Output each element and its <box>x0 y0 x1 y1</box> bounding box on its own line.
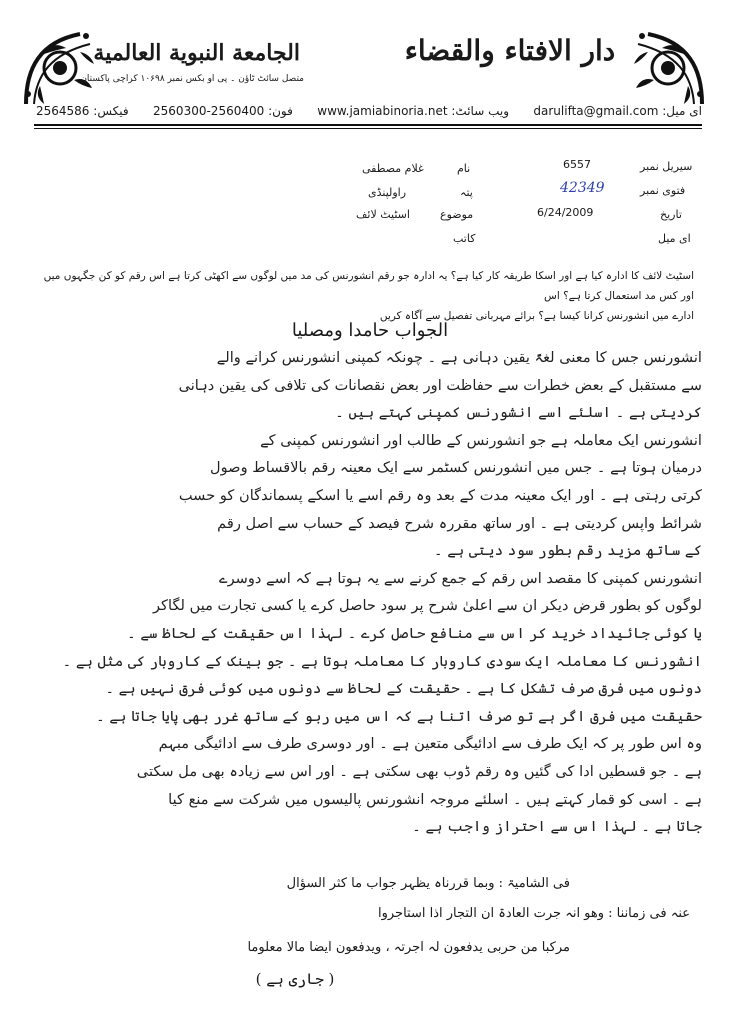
letterhead-contact-line <box>36 104 702 118</box>
name-label: نام <box>457 162 471 175</box>
answer-line: انشورنس کا معاملہ ایک سودی کاروبار کا معاملہ ہوتا ہے ۔ جو بینک کے کاروبار کی مثل ہے ۔ <box>62 652 702 670</box>
answer-line: ہے ۔ اسی کو قمار کہتے ہیں ۔ اسلئے مروجہ انشورنس پالیسوں میں شرکت سے منع کیا <box>168 790 702 808</box>
answer-line: کردیتی ہے ۔ اسلئے اسے انشورنس کمپنی کہتے ہیں ۔ <box>335 404 702 422</box>
subject-label: موضوع <box>440 208 474 221</box>
subject-value: اسٹیٹ لائف <box>356 208 410 221</box>
answer-line: دونوں میں فرق صرف تشکل کا ہے ۔ حقیقت کے لحاظ سے دونوں میں کوئی فرق نہیں ہے ۔ <box>105 680 702 698</box>
answer-line: انشورنس کمپنی کا مقصد اس رقم کے جمع کرنے سے یہ ہوتا ہے کہ اسے دوسرے <box>219 569 702 587</box>
answer-line: شرائط واپس کردیتی ہے ۔ اور ساتھ مقررہ شرح فیصد کے حساب سے اصل رقم <box>217 514 702 532</box>
fax-label: فیکس: <box>93 104 129 118</box>
answer-line: کے ساتھ مزید رقم بطور سود دیتی ہے ۔ <box>434 542 702 560</box>
answer-line: یا کوئی جائیداد خرید کر اس سے منافع حاصل کرے ۔ لہذا اس حقیقت کے لحاظ سے ۔ <box>127 624 702 642</box>
email-field-label: ای میل <box>658 232 691 245</box>
fax-group <box>36 104 129 118</box>
answer-heading: الجواب حامدا ومصلیا <box>291 320 449 341</box>
name-value: غلام مصطفی <box>362 162 424 175</box>
fax-number: 2564586 <box>36 104 90 118</box>
writer-label: کاتب <box>453 232 476 245</box>
date-value: 6/24/2009 <box>537 206 594 219</box>
reference-line: عنہ فی زماننا : وھو انہ جرت العادۃ ان التجار اذا استاجروا <box>377 906 690 921</box>
answer-line: حقیقت میں فرق اگر ہے تو صرف اتنا ہے کہ اس میں ربو کے ساتھ غرر بھی پایا جاتا ہے ۔ <box>96 707 702 725</box>
serial-label: سیریل نمبر <box>640 160 693 173</box>
letterhead-divider-thin <box>34 128 702 129</box>
answer-line: کرتی رہتی ہے ۔ اور ایک معینہ مدت کے بعد وہ رقم اسے یا اسکے پسماندگان کو حسب <box>178 486 702 504</box>
email-label: ای میل: <box>662 104 702 118</box>
department-name: دار الافتاء والقضاء <box>404 34 616 67</box>
reference-line: فی الشامیۃ : وبما قررناہ یظہر جواب ما کثر السؤال <box>286 876 570 891</box>
website-group <box>317 104 509 118</box>
answer-line: جاتا ہے ۔ لہذا اس سے احتراز واجب ہے ۔ <box>412 818 702 836</box>
answer-line: درمیان ہوتا ہے ۔ جس میں انشورنس کسٹمر سے ایک معینہ رقم بالاقساط وصول <box>210 459 702 477</box>
question-text <box>30 266 694 326</box>
answer-line: ہے ۔ جو قسطیں ادا کی گئیں وہ رقم ڈوب بھی سکتی ہے ۔ اور اس سے زیادہ بھی مل سکتی <box>136 762 702 780</box>
answer-line: لوگوں کو بطور قرض دیکر ان سے اعلیٰ شرح پر سود حاصل کرے یا کسی تجارت میں لگاکر <box>153 597 702 615</box>
letterhead-divider <box>34 124 702 126</box>
phone-number: 2560300-2560400 <box>153 104 265 118</box>
right-floral-ornament-icon <box>626 28 708 110</box>
institution-name: الجامعة النبوية العالمية <box>93 40 300 66</box>
answer-line: انشورنس ایک معاملہ ہے جو انشورنس کے طالب اور انشورنس کمپنی کے <box>260 431 702 449</box>
answer-line: وہ اس طور پر کہ ایک طرف سے ادائیگی متعین ہے ۔ اور دوسری طرف سے ادائیگی مبہم <box>158 735 702 753</box>
answer-line: سے مستقبل کے بعض خطرات سے حفاظت اور بعض نقصانات کی تلافی کی یقین دہانی <box>178 376 702 394</box>
fatwa-number-label: فتوی نمبر <box>640 184 686 197</box>
phone-group <box>153 104 293 118</box>
question-line: اسٹیٹ لائف کا ادارہ کیا ہے اور اسکا طریقہ کار کیا ہے؟ یہ ادارہ جو رقم انشورنس کی مد میں لوگوں سے اکھٹی کرتا ہے اس رقم کو کن جگہوں میں اور کس مد استعمال کرتا ہے؟ اس <box>43 270 694 302</box>
fatwa-number-value: 42349 <box>560 180 605 196</box>
date-label: تاریخ <box>660 208 682 221</box>
address-value: راولپنڈی <box>368 186 407 199</box>
serial-value: 6557 <box>563 158 591 171</box>
email-group <box>533 104 702 118</box>
left-floral-ornament-icon <box>20 28 102 110</box>
question-line: ادارے میں انشورنس کرانا کیسا ہے؟ برائے مہربانی تفصیل سے آگاہ کریں <box>379 310 694 322</box>
reference-line: مرکبا من حربی یدفعون لہ اجرتہ ، ویدفعون ایضا مالا معلوما <box>247 940 570 955</box>
address-label: پتہ <box>460 186 473 199</box>
answer-body <box>34 344 702 841</box>
phone-label: فون: <box>268 104 293 118</box>
continued-note: ( جاری ہے ) <box>255 970 335 988</box>
institution-address: متصل سائٹ ٹاؤن ۔ پی او بکس نمبر ۱۰۶۹۸ کراچی پاکستان <box>80 74 304 84</box>
website-label: ویب سائٹ: <box>451 104 509 118</box>
website-link[interactable]: www.jamiabinoria.net <box>317 104 448 118</box>
answer-line: انشورنس جس کا معنی لغۃً یقین دہانی ہے ۔ چونکہ کمپنی انشورنس کرانے والے <box>216 349 702 366</box>
email-address[interactable]: darulifta@gmail.com <box>533 104 659 118</box>
